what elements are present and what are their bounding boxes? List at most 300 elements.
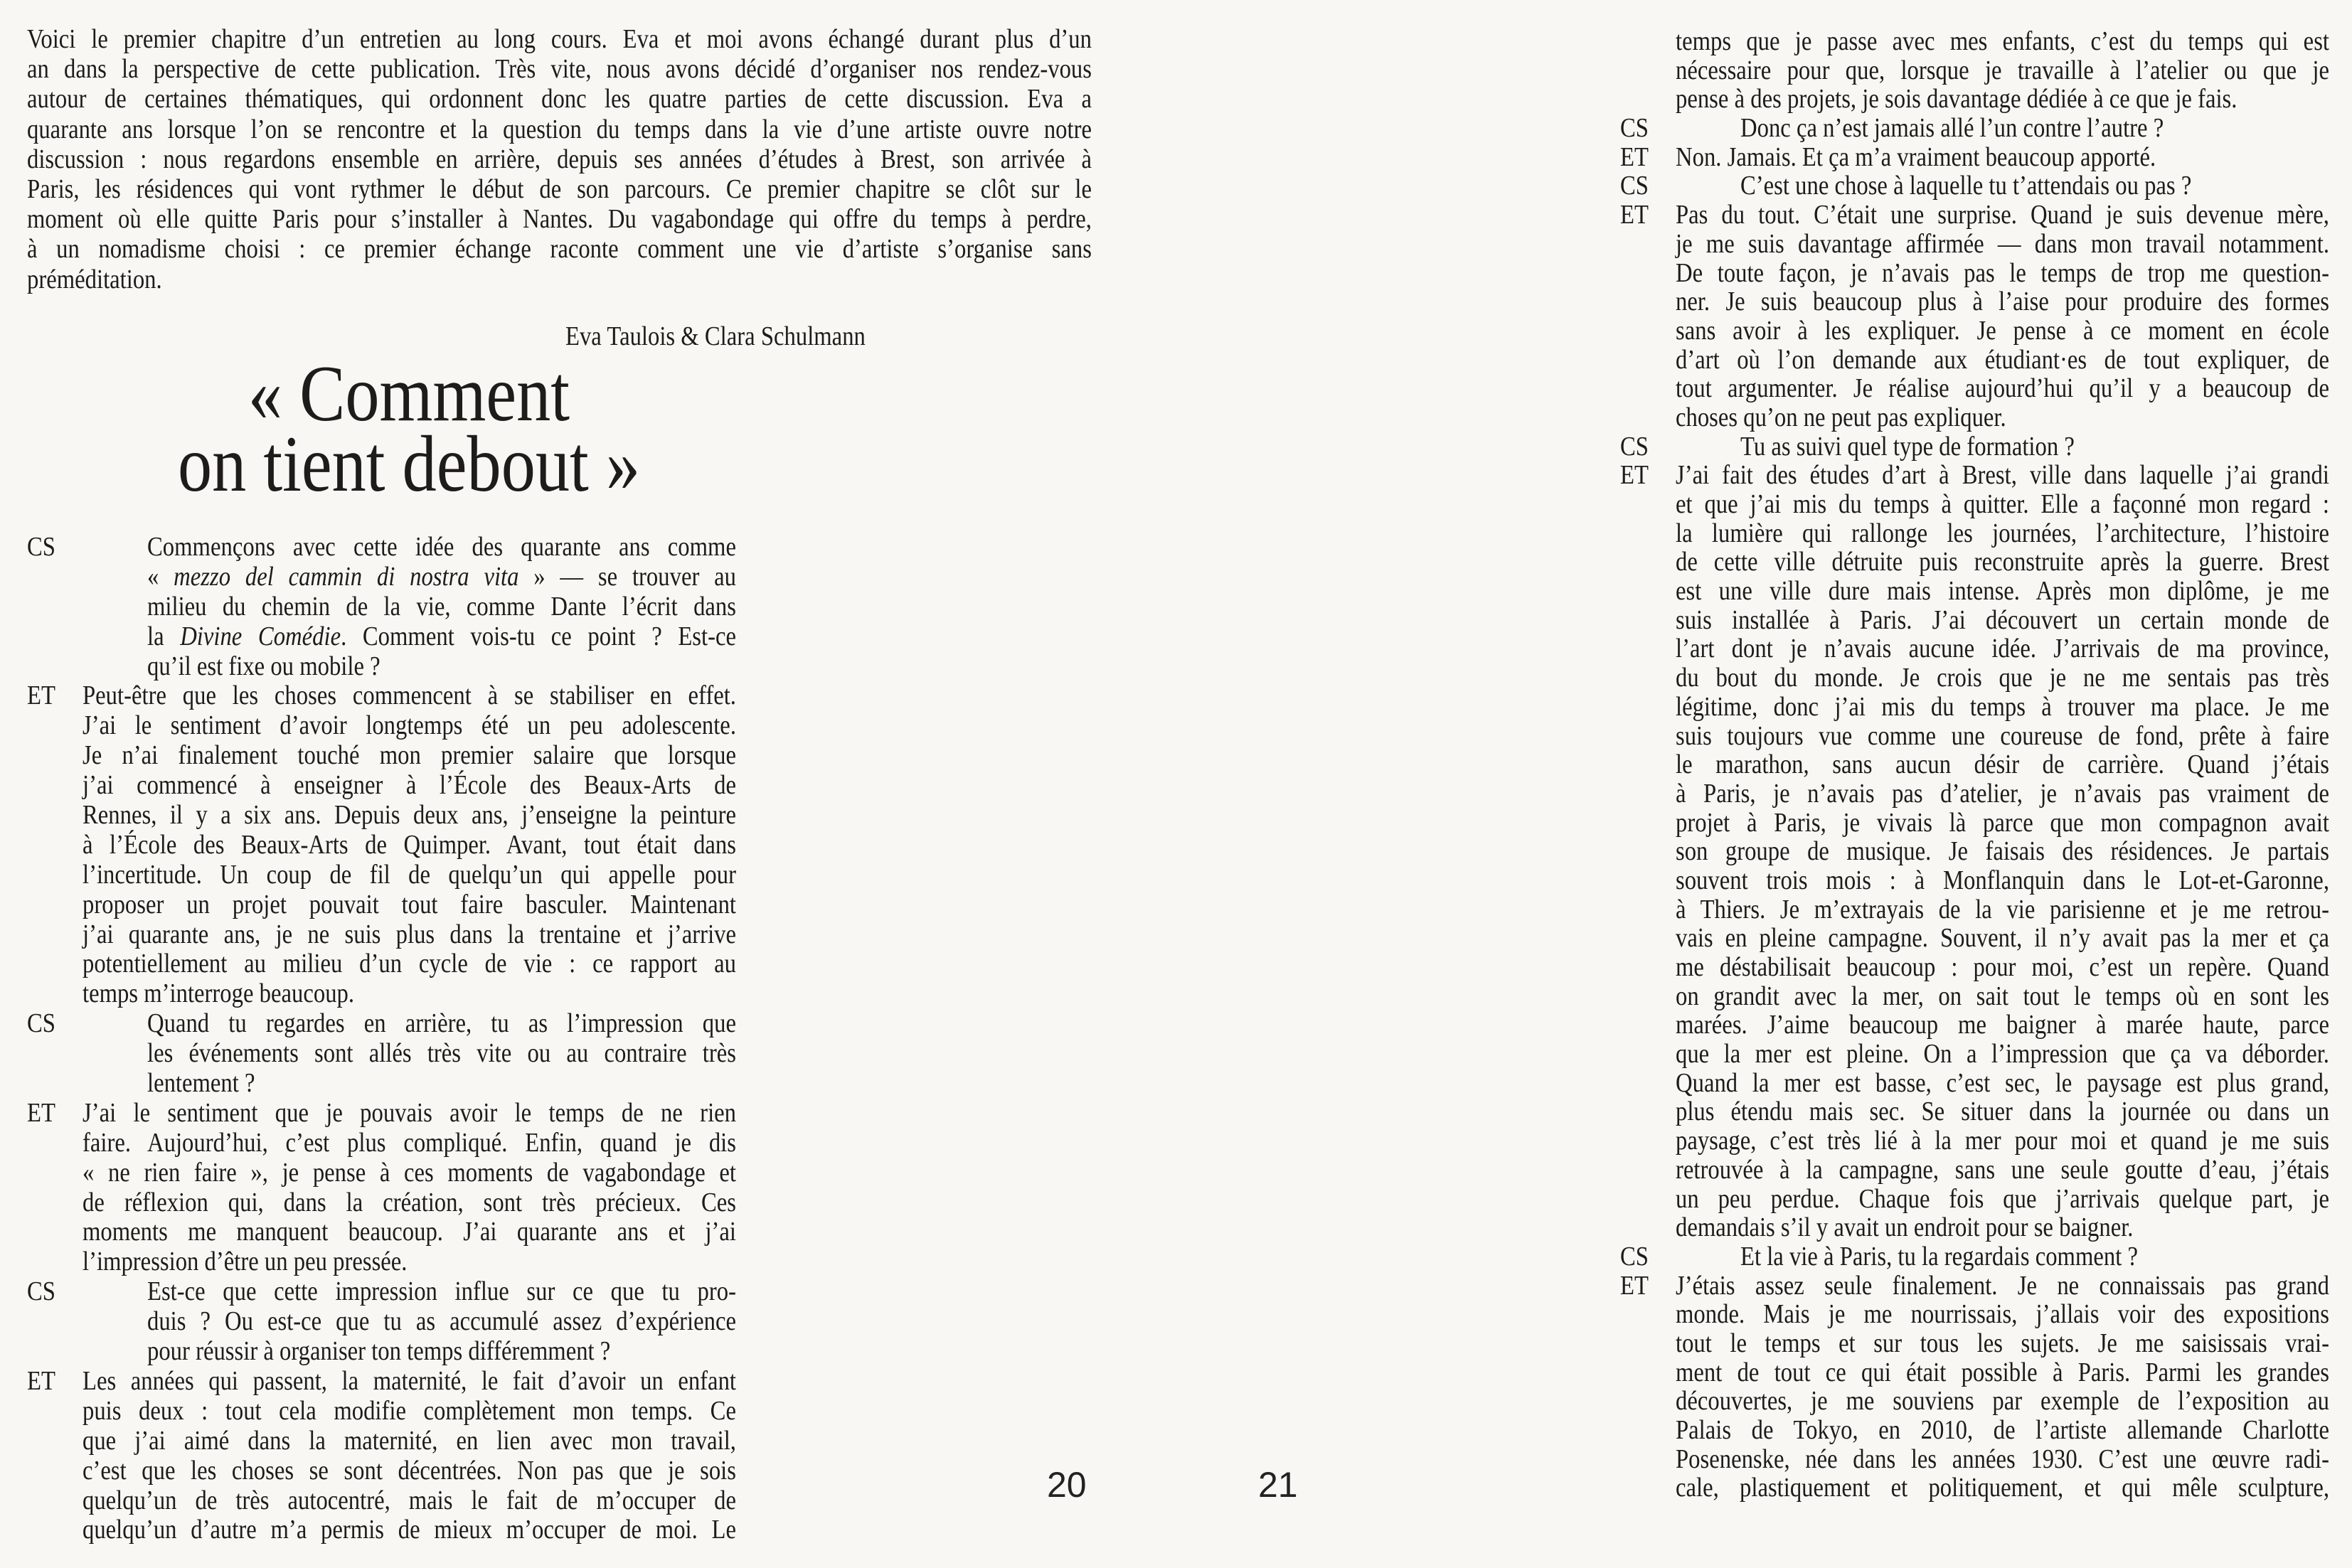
dialogue-line [1620,663,2329,693]
dialogue-line [1620,1387,2329,1416]
line-text [1676,490,2329,519]
line-text [1676,1069,2329,1098]
line-content: et que j’ai mis du temps à quitter. Elle a façonné mon regard : [1676,489,2329,519]
line-text [147,1009,736,1039]
dialogue-line [1620,1185,2329,1214]
line-content: puis deux : tout cela modifie complètement mon temps. Ce [83,1395,736,1426]
line-text [1676,143,2329,172]
line-text [27,234,1092,264]
dialogue-line [1620,403,2329,432]
line-text [83,1367,736,1397]
intro-line [27,174,1092,204]
line-content: d’art où l’on demande aux étudiant·es de tout expliquer, de [1676,344,2329,375]
line-content: j’ai quarante ans, je ne suis plus dans la trentaine et j’arrive [83,919,736,949]
line-text [1676,230,2329,259]
line-text [83,681,736,711]
line-text [27,54,1092,84]
line-text [1676,461,2329,490]
line-content: à Paris, je n’avais pas d’atelier, je n’avais pas vraiment de [1676,778,2329,809]
line-content: le marathon, sans aucun désir de carrière. Quand j’étais [1676,750,2329,780]
speaker-label: CS [27,1008,55,1039]
speaker-label: ET [1620,200,1649,230]
line-content: Paris, les résidences qui vont rythmer le début de son parcours. Ce premier chapitre se clôt sur le [27,174,1092,204]
dialogue-line [1620,27,2329,56]
line-text [147,652,736,682]
title-line-2: on tient debout » [177,420,641,508]
line-content: demandais s’il y avait un endroit pour se baigner. [1676,1212,2134,1243]
line-content: temps que je passe avec mes enfants, c’est du temps qui est [1676,26,2329,56]
intro-paragraph [27,24,1092,294]
dialogue-line [1620,201,2329,230]
chapter-title [0,350,818,508]
dialogue-line [1620,85,2329,114]
line-text [83,1129,736,1158]
line-text [1740,171,2329,201]
line-text [83,1486,736,1516]
line-text [1676,895,2329,924]
dialogue-line [27,711,736,741]
speaker-label: CS [1620,171,1649,201]
line-content: suis installée à Paris. J’ai découvert un certain monde de [1676,604,2329,635]
line-content: de réflexion qui, dans la création, sont très précieux. Ces [83,1187,736,1217]
dialogue-line [27,1188,736,1218]
line-text [83,1515,736,1545]
dialogue-line [1620,809,2329,838]
line-content: Peut-être que les choses commencent à se stabiliser en effet. [83,681,736,711]
intro-line [27,144,1092,174]
line-text [1676,809,2329,838]
line-content: me déstabilisait beaucoup : pour moi, c’est un repère. Quand [1676,952,2329,982]
italic-text: mezzo del cammin di nostra vita [174,561,519,592]
line-content: tout argumenter. Je réalise aujourd’hui qu’il y a beaucoup de [1676,373,2329,404]
line-text [1676,85,2329,114]
line-text [83,1188,736,1218]
line-text [147,562,736,592]
page-number-left: 20 [1047,1465,1087,1505]
line-content: souvent trois mois : à Monflanquin dans le Lot-et-Garonne, [1676,865,2329,895]
line-text [1676,722,2329,751]
dialogue-line [1620,432,2329,462]
authors-signature [565,321,915,351]
line-content: faire. Aujourd’hui, c’est plus compliqué. Enfin, quand je dis [83,1127,736,1158]
speaker-label: CS [1620,113,1649,144]
dialogue-line [1620,924,2329,953]
dialogue-line [1620,1473,2329,1503]
line-content: potentiellement au milieu d’un cycle de vie : ce rapport au [83,949,736,979]
line-content: retrouvée à la campagne, sans une seule goutte d’eau, j’étais [1676,1154,2329,1185]
line-content: l’impression d’être un peu pressée. [83,1247,408,1277]
dialogue-line [27,771,736,801]
line-content: Les années qui passent, la maternité, le fait d’avoir un enfant [83,1365,736,1396]
line-content: milieu du chemin de la vie, comme Dante l’écrit dans [147,591,736,622]
speaker-label: ET [1620,142,1649,172]
line-content [147,622,736,652]
line-text [83,1247,736,1277]
line-content: Rennes, il y a six ans. Depuis deux ans, j’enseigne la peinture [83,800,736,831]
dialogue-line [27,1129,736,1158]
dialogue-line [27,920,736,950]
line-content [147,562,736,592]
line-text [83,949,736,979]
text-segment: la [147,621,181,651]
dialogue-line [1620,750,2329,779]
dialogue-line [27,979,736,1009]
dialogue-line [27,681,736,711]
dialogue-line [1620,316,2329,346]
line-content: quelqu’un de très autocentré, mais le fait de m’occuper de [83,1485,736,1515]
signature-text: Eva Taulois & Clara Schulmann [565,321,866,351]
line-content: pour réussir à organiser ton temps différemment ? [147,1336,611,1367]
line-content: on grandit avec la mer, on sait tout le temps où en sont les [1676,981,2329,1011]
line-content: de cette ville détruite puis reconstruite après la guerre. Brest [1676,547,2329,577]
intro-line [27,114,1092,144]
dialogue-line [1620,1010,2329,1040]
line-content: découvertes, je me souviens par exemple de l’exposition au [1676,1386,2329,1417]
dialogue-line [1620,259,2329,288]
speaker-label: ET [1620,1270,1649,1301]
dialogue-line [1620,1069,2329,1098]
line-content: De toute façon, je n’avais pas le temps de trop me question- [1676,257,2329,288]
line-text [1676,953,2329,982]
dialogue-line [1620,114,2329,143]
dialogue-line [1620,1416,2329,1445]
line-content: plus étendu mais sec. Se situer dans la journée ou dans un [1676,1097,2329,1127]
line-text [1676,548,2329,577]
dialogue-line [1620,1358,2329,1387]
line-text [1676,1358,2329,1387]
line-text [147,1337,736,1367]
line-text [1676,346,2329,375]
line-text [1676,316,2329,346]
intro-line [27,204,1092,234]
line-content: proposer un projet pouvait tout faire basculer. Maintenant [83,889,736,919]
line-content: Quand la mer est basse, c’est sec, le paysage est plus grand, [1676,1067,2329,1098]
line-content: cale, plastiquement et politiquement, et qui mêle sculpture, [1676,1473,2329,1503]
line-content: Est-ce que cette impression influe sur ce que tu pro- [147,1276,736,1307]
line-text [1676,634,2329,663]
line-text [83,1099,736,1129]
dialogue-line [1620,461,2329,490]
line-text [1676,519,2329,548]
line-content: à un nomadisme choisi : ce premier échange raconte comment une vie d’artiste s’organise sans [27,234,1092,265]
line-text [147,1069,736,1099]
speaker-label: CS [1620,1241,1649,1271]
line-content: légitime, donc j’ai mis du temps à trouver ma place. Je me [1676,691,2329,722]
dialogue-line [27,1158,736,1188]
line-text [147,533,736,562]
line-content: Tu as suivi quel type de formation ? [1740,431,2075,462]
line-text [147,622,736,652]
line-text [83,1217,736,1247]
line-text [1676,403,2329,432]
dialogue-line [27,533,736,562]
text-segment: . Comment vois-tu ce point ? Est-ce [341,621,736,651]
dialogue-line [27,741,736,771]
dialogue-line [27,562,736,592]
line-text [1676,1416,2329,1445]
dialogue-line [27,1247,736,1277]
dialogue-line [1620,1156,2329,1185]
dialogue-line [1620,1242,2329,1271]
line-content: choses qu’on ne peut pas expliquer. [1676,402,2006,432]
dialogue-line [27,1277,736,1307]
line-text [1740,1242,2329,1271]
dialogue-line [27,1099,736,1129]
line-content: les événements sont allés très vite ou au contraire très [147,1038,736,1069]
dialogue-line [1620,866,2329,895]
line-content: monde. Mais je me nourrissais, j’allais voir des expositions [1676,1299,2329,1330]
dialogue-line [1620,722,2329,751]
line-content: autour de certaines thématiques, qui ordonnent donc les quatre parties de cette discussion. Eva a [27,84,1092,114]
line-text [1676,259,2329,288]
line-text [1676,693,2329,722]
line-text [1676,201,2329,230]
line-content: pense à des projets, je sois davantage dédiée à ce que je fais. [1676,84,2237,114]
line-text [1676,924,2329,953]
line-content: J’ai fait des études d’art à Brest, ville dans laquelle j’ai grandi [1676,460,2329,491]
line-content: C’est une chose à laquelle tu t’attendais ou pas ? [1740,171,2192,201]
line-text [1676,1040,2329,1069]
line-text [1676,866,2329,895]
line-text [1676,606,2329,635]
dialogue-line [1620,1300,2329,1329]
dialogue-line [1620,953,2329,982]
line-content: Voici le premier chapitre d’un entretien au long cours. Eva et moi avons échangé durant plus d’un [27,24,1092,54]
line-content: c’est que les choses se sont décentrées. Non pas que je sois [83,1455,736,1486]
line-text [1676,663,2329,693]
line-text [1676,1329,2329,1358]
dialogue-line [1620,490,2329,519]
dialogue-line [27,1486,736,1516]
line-content: du bout du monde. Je crois que je ne me sentais pas très [1676,663,2329,693]
line-content: un peu perdue. Chaque fois que j’arrivais quelque part, je [1676,1183,2329,1214]
dialogue-line [1620,1126,2329,1156]
speaker-label: CS [27,532,55,562]
line-content: que la mer est pleine. On a l’impression que ça va déborder. [1676,1039,2329,1070]
line-content: Et la vie à Paris, tu la regardais comment ? [1740,1241,2138,1271]
line-text [1676,56,2329,85]
line-content: J’étais assez seule finalement. Je ne connaissais pas grand [1676,1270,2329,1301]
line-content: préméditation. [27,264,162,294]
line-content: « ne rien faire », je pense à ces moments de vagabondage et [83,1157,736,1188]
line-content: Palais de Tokyo, en 2010, de l’artiste allemande Charlotte [1676,1415,2329,1445]
title-line-1: « Comment [248,350,570,438]
dialogue-line [1620,606,2329,635]
line-text [27,24,1092,54]
line-text [83,1426,736,1456]
intro-line [27,234,1092,264]
dialogue-line [1620,895,2329,924]
dialogue-line [1620,171,2329,201]
speaker-label: ET [27,1097,55,1128]
right-page-interview-column [1620,27,2329,1503]
line-text [83,920,736,950]
text-segment: » — se trouver au [518,561,736,592]
dialogue-line [27,890,736,920]
dialogue-line [1620,548,2329,577]
line-content: ner. Je suis beaucoup plus à l’aise pour produire des formes [1676,287,2329,317]
line-text [83,1397,736,1426]
dialogue-line [27,1337,736,1367]
line-text [1676,374,2329,403]
line-content: l’art dont je n’avais aucune idée. J’arrivais de ma province, [1676,634,2329,664]
line-content: Je n’ai finalement touché mon premier salaire que lorsque [83,740,736,771]
dialogue-line [27,1039,736,1069]
line-text [83,890,736,920]
dialogue-line [1620,779,2329,809]
line-content: projet à Paris, je vivais là parce que mon compagnon avait [1676,807,2329,838]
dialogue-line [1620,1213,2329,1242]
line-text [1676,1300,2329,1329]
line-text [1676,1156,2329,1185]
line-text [1676,837,2329,866]
line-text [147,1277,736,1307]
line-content: qu’il est fixe ou mobile ? [147,651,381,681]
line-text [83,1158,736,1188]
line-content: suis toujours vue comme une coureuse de fond, prête à faire [1676,720,2329,751]
line-content: Donc ça n’est jamais allé l’un contre l’autre ? [1740,113,2164,144]
line-content: Posenenske, née dans les années 1930. C’est une œuvre radi- [1676,1444,2329,1474]
dialogue-line [27,1426,736,1456]
line-text [1676,1213,2329,1242]
line-text [83,771,736,801]
speaker-label: ET [27,681,55,711]
line-text [1676,1126,2329,1156]
line-text [27,114,1092,144]
line-content: Quand tu regardes en arrière, tu as l’impression que [147,1008,736,1039]
line-content: l’incertitude. Un coup de fil de quelqu’un qui appelle pour [83,859,736,890]
line-text [83,860,736,890]
line-text [147,1307,736,1337]
line-text [1740,432,2329,462]
italic-text: Divine Comédie [180,621,341,651]
line-content: marées. J’aime beaucoup me baigner à marée haute, parce [1676,1010,2329,1040]
line-content: moment où elle quitte Paris pour s’installer à Nantes. Du vagabondage qui offre du temps à perdre, [27,204,1092,235]
dialogue-line [27,592,736,622]
line-content: discussion : nous regardons ensemble en arrière, depuis ses années d’études à Brest, son arrivée à [27,144,1092,174]
line-text [1676,779,2329,809]
line-content: duis ? Ou est-ce que tu as accumulé assez d’expérience [147,1306,736,1337]
dialogue-line [27,860,736,890]
line-text [1676,1445,2329,1474]
left-page-interview-column [27,533,736,1545]
line-content: vais en pleine campagne. Souvent, il n’y avait pas la mer et ça [1676,923,2329,954]
line-text [83,741,736,771]
line-text [27,174,1092,204]
line-text [1676,1010,2329,1040]
dialogue-line [1620,1271,2329,1301]
line-text [83,979,736,1009]
intro-line [27,265,1092,294]
line-text [1676,1097,2329,1126]
line-content: que j’ai aimé dans la maternité, en lien avec mon travail, [83,1425,736,1456]
page-number-right: 21 [1258,1465,1298,1505]
line-content: lentement ? [147,1068,255,1099]
dialogue-line [27,652,736,682]
line-text [27,265,1092,294]
dialogue-line [27,622,736,652]
dialogue-line [1620,56,2329,85]
line-text [1676,287,2329,316]
line-content: quarante ans lorsque l’on se rencontre et la question du temps dans la vie d’une artiste ouvre notre [27,114,1092,144]
intro-line [27,54,1092,84]
dialogue-line [1620,693,2329,722]
dialogue-line [1620,230,2329,259]
line-content: sans avoir à les expliquer. Je pense à ce moment en école [1676,315,2329,346]
line-content: à l’École des Beaux-Arts de Quimper. Avant, tout était dans [83,829,736,860]
line-text [1676,27,2329,56]
line-content: je me suis davantage affirmée — dans mon travail notamment. [1676,228,2329,259]
dialogue-line [1620,519,2329,548]
dialogue-line [1620,1445,2329,1474]
intro-line [27,84,1092,114]
line-text [83,831,736,860]
line-content: Commençons avec cette idée des quarante ans comme [147,532,736,562]
dialogue-line [27,1397,736,1426]
line-content: J’ai le sentiment d’avoir longtemps été un peu adolescente. [83,710,736,741]
line-content: Non. Jamais. Et ça m’a vraiment beaucoup apporté. [1676,142,2156,172]
line-content: Pas du tout. C’était une surprise. Quand je suis devenue mère, [1676,200,2329,230]
line-text [1676,1387,2329,1416]
line-text [1740,114,2329,143]
line-content: temps m’interroge beaucoup. [83,978,355,1009]
line-text [83,801,736,831]
line-text [27,84,1092,114]
line-content: quelqu’un d’autre m’a permis de mieux m’occuper de moi. Le [83,1515,736,1545]
dialogue-line [27,1456,736,1486]
line-text [83,711,736,741]
line-content: nécessaire pour que, lorsque je travaille à l’atelier ou que je [1676,55,2329,85]
dialogue-line [27,801,736,831]
dialogue-line [1620,1329,2329,1358]
speaker-label: ET [27,1365,55,1396]
line-text [1676,1185,2329,1214]
line-text [27,144,1092,174]
line-text [1676,750,2329,779]
line-content: tout le temps et sur tous les sujets. Je me saisissais vrai- [1676,1328,2329,1358]
line-content: est une ville dure mais intense. Après mon diplôme, je me [1676,576,2329,607]
dialogue-line [27,1217,736,1247]
line-text [147,592,736,622]
line-content: J’ai le sentiment que je pouvais avoir le temps de ne rien [83,1097,736,1128]
line-text [1676,982,2329,1011]
dialogue-line [27,1009,736,1039]
line-text [83,1456,736,1486]
dialogue-line [1620,1097,2329,1126]
line-content: moments me manquent beaucoup. J’ai quarante ans et j’ai [83,1217,736,1247]
dialogue-line [27,1515,736,1545]
line-text [27,204,1092,234]
speaker-label: CS [27,1276,55,1307]
line-content: paysage, c’est très lié à la mer pour moi et quand je me suis [1676,1126,2329,1156]
line-text [147,1039,736,1069]
dialogue-line [27,1367,736,1397]
dialogue-line [1620,374,2329,403]
line-text [1676,577,2329,606]
dialogue-line [1620,287,2329,316]
text-segment: « [147,561,174,592]
line-text [1676,1271,2329,1301]
dialogue-line [1620,346,2329,375]
dialogue-line [27,949,736,979]
dialogue-line [27,831,736,860]
dialogue-line [1620,982,2329,1011]
dialogue-line [27,1307,736,1337]
speaker-label: CS [1620,431,1649,462]
line-content: ment de tout ce qui était possible à Paris. Parmi les grandes [1676,1357,2329,1387]
intro-line [27,24,1092,54]
dialogue-line [1620,577,2329,606]
